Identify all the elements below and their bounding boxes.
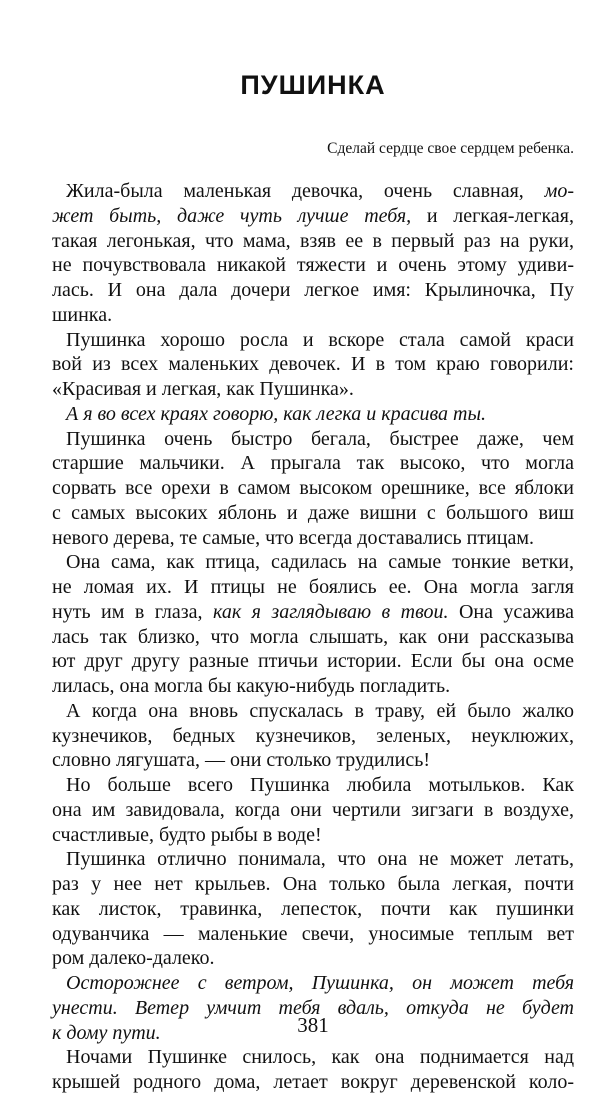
italic-text: А я во всех краях говорю, как легка и красива ты. bbox=[66, 402, 487, 425]
text-segment: «Красивая и легкая, как Пушинка». bbox=[52, 378, 354, 400]
text-line bbox=[52, 278, 574, 303]
text-line bbox=[52, 501, 574, 526]
chapter-title: ПУШИНКА bbox=[240, 70, 386, 100]
text-segment: Жила-была маленькая девочка, очень славная, bbox=[66, 180, 545, 202]
italic-text: жет быть, даже чуть лучше тебя, bbox=[52, 204, 412, 227]
text-segment: раз у нее нет крыльев. Она только была легкая, почти bbox=[52, 873, 574, 895]
text-line bbox=[52, 823, 574, 848]
text-segment: ром далеко-далеко. bbox=[52, 947, 215, 970]
italic-text: как я заглядываю в твои. bbox=[212, 600, 449, 623]
text-segment: счастливые, будто рыбы в воде! bbox=[52, 823, 322, 846]
text-segment: старшие мальчики. А прыгала так высоко, что могла bbox=[52, 452, 574, 475]
text-line bbox=[52, 971, 574, 996]
text-segment: не почувствовала никакой тяжести и очень этому удиви- bbox=[52, 254, 574, 277]
text-segment: Пушинка отлично понимала, что она не может летать, bbox=[66, 848, 574, 871]
text-line bbox=[52, 872, 574, 897]
text-segment: словно лягушата, — они столько трудились! bbox=[52, 749, 430, 772]
text-segment: одуванчика — маленькие свечи, уносимые теплым вет bbox=[52, 922, 574, 945]
text-line bbox=[52, 204, 574, 229]
text-line bbox=[52, 773, 574, 798]
text-line bbox=[52, 748, 574, 773]
italic-text: мо- bbox=[544, 180, 574, 202]
text-line bbox=[52, 179, 574, 204]
text-line bbox=[52, 550, 574, 575]
text-line bbox=[52, 402, 574, 427]
text-line bbox=[52, 575, 574, 600]
text-segment: шинка. bbox=[52, 303, 113, 326]
text-line bbox=[52, 649, 574, 674]
text-segment: Она сама, как птица, садилась на самые тонкие ветки, bbox=[66, 551, 574, 574]
text-line bbox=[52, 526, 574, 551]
text-segment: лась. И она дала дочери легкое имя: Крылиночка, Пу bbox=[52, 279, 574, 301]
text-line bbox=[52, 600, 574, 625]
text-line bbox=[52, 229, 574, 254]
italic-text: к дому пути. bbox=[52, 1021, 161, 1044]
text-line bbox=[52, 1070, 574, 1095]
text-line bbox=[52, 847, 574, 872]
text-segment: ют друг другу разные птичьи истории. Если бы она осме bbox=[52, 650, 574, 673]
text-line bbox=[52, 328, 574, 353]
text-segment: не ломая их. И птицы не боялись ее. Она могла загля bbox=[52, 576, 574, 598]
text-segment: лась так близко, что могла слышать, как они рассказыва bbox=[52, 625, 574, 648]
text-line bbox=[52, 625, 574, 650]
body-text bbox=[52, 179, 574, 1095]
text-line bbox=[52, 352, 574, 377]
page-number: 381 bbox=[297, 1013, 329, 1037]
text-segment: такая легонькая, что мама, взяв ее в первый раз на руки, bbox=[52, 229, 574, 252]
text-line bbox=[52, 674, 574, 699]
text-segment: она им завидовала, когда они чертили зигзаги в воздухе, bbox=[52, 798, 574, 821]
text-segment: нуть им в глаза, bbox=[52, 600, 213, 623]
text-line bbox=[52, 427, 574, 452]
text-line bbox=[52, 253, 574, 278]
text-line bbox=[52, 946, 574, 971]
text-segment: А когда она вновь спускалась в траву, ей было жалко bbox=[66, 699, 574, 722]
text-segment: как листок, травинка, лепесток, почти как пушинки bbox=[52, 897, 574, 920]
text-segment: и легкая-легкая, bbox=[411, 204, 574, 227]
text-line bbox=[52, 724, 574, 749]
text-segment: лилась, она могла бы какую-нибудь погладить. bbox=[52, 675, 451, 697]
text-line bbox=[52, 699, 574, 724]
text-line bbox=[52, 303, 574, 328]
text-line bbox=[52, 897, 574, 922]
text-segment: Но больше всего Пушинка любила мотыльков. Как bbox=[66, 774, 574, 796]
text-line bbox=[52, 451, 574, 476]
text-segment: крышей родного дома, летает вокруг деревенской коло- bbox=[52, 1071, 574, 1093]
text-line bbox=[52, 798, 574, 823]
book-page bbox=[52, 0, 574, 1093]
text-segment: сорвать все орехи в самом высоком орешнике, все яблоки bbox=[52, 477, 574, 499]
text-segment: Пушинка хорошо росла и вскоре стала самой краси bbox=[66, 328, 574, 351]
text-segment: невого дерева, те самые, что всегда доставались птицам. bbox=[52, 526, 534, 549]
text-segment: Ночами Пушинке снилось, как она поднимается над bbox=[66, 1046, 574, 1069]
text-line bbox=[52, 922, 574, 947]
italic-text: Осторожнее с ветром, Пушинка, он может тебя bbox=[66, 972, 574, 994]
italic-text: унести. Ветер умчит тебя вдаль, откуда не будет bbox=[52, 996, 574, 1019]
text-line bbox=[52, 476, 574, 501]
text-segment: Она усажива bbox=[448, 600, 574, 623]
text-segment: с самых высоких яблонь и даже вишни с большого виш bbox=[52, 501, 574, 524]
text-line bbox=[52, 1045, 574, 1070]
text-segment: вой из всех маленьких девочек. И в том краю говорили: bbox=[52, 353, 574, 376]
text-line bbox=[52, 377, 574, 402]
text-segment: Пушинка очень быстро бегала, быстрее даже, чем bbox=[66, 427, 574, 450]
text-segment: кузнечиков, бедных кузнечиков, зеленых, неуклюжих, bbox=[52, 724, 574, 747]
epigraph: Сделай сердце свое сердцем ребенка. bbox=[327, 140, 574, 157]
